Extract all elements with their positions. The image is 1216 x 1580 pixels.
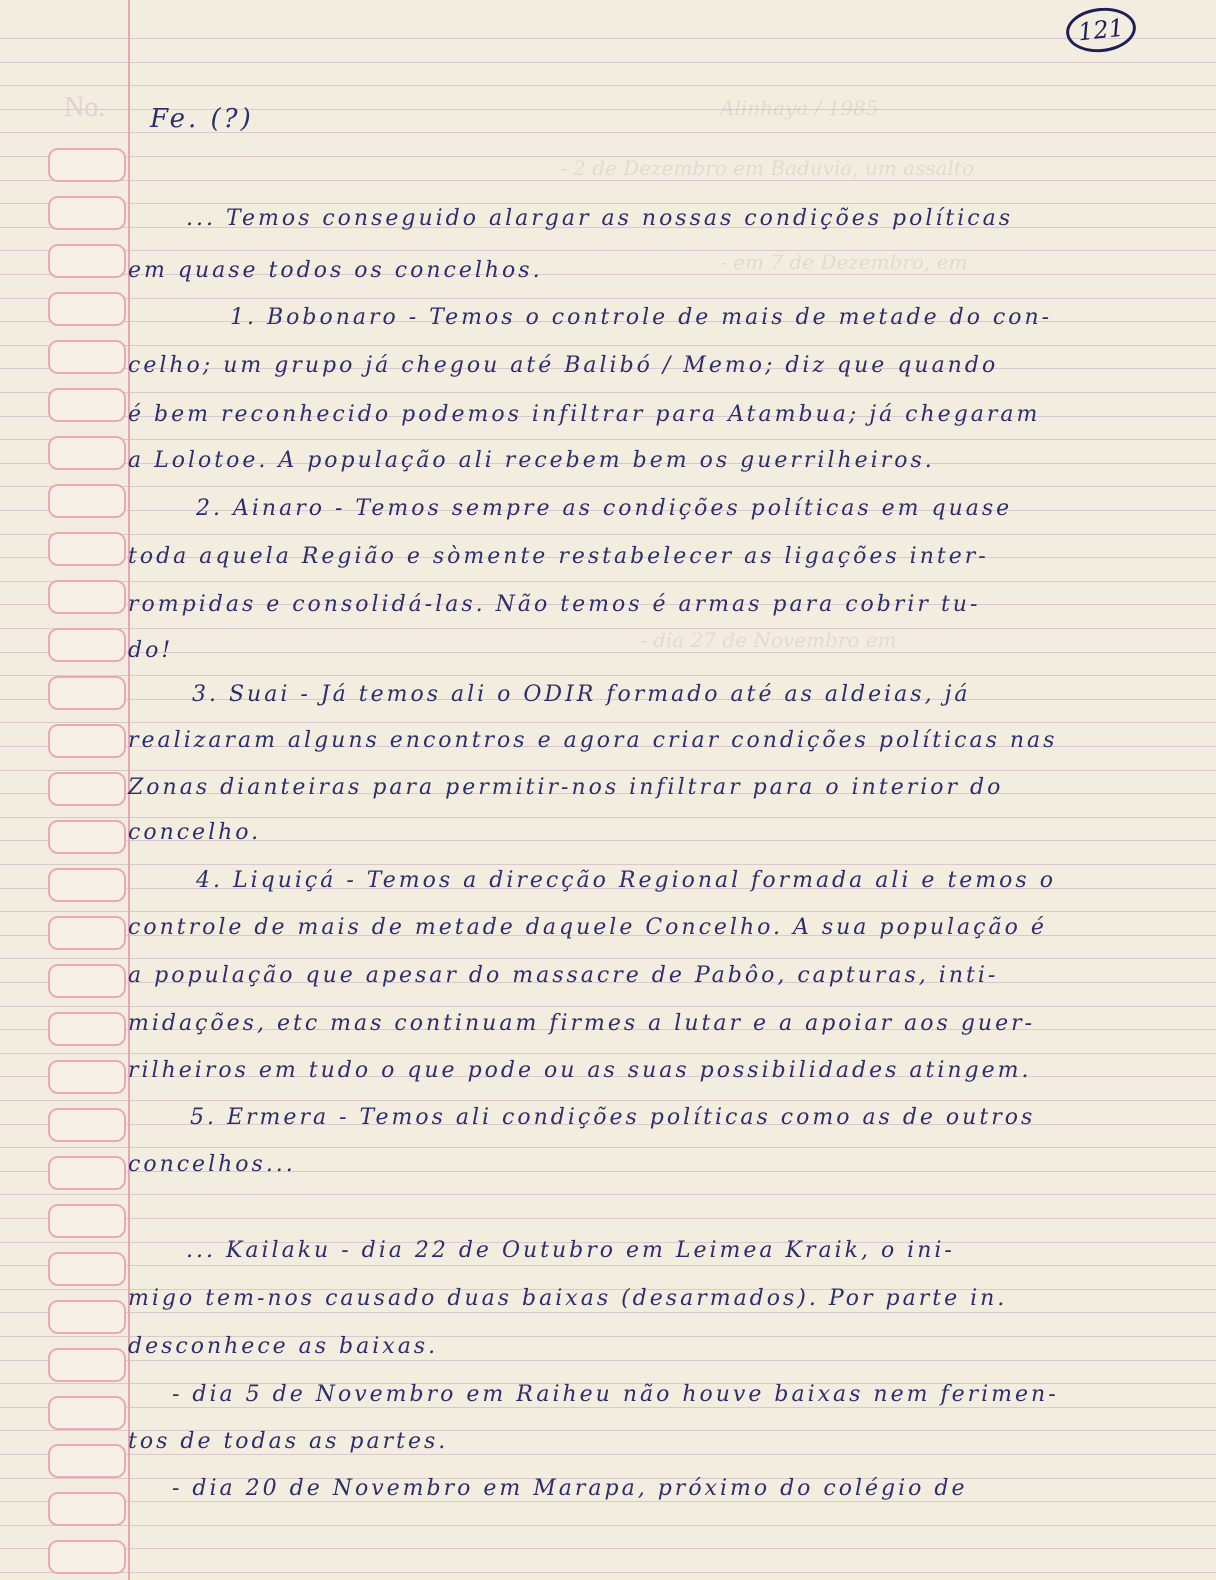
- ghost-line: - 2 de Dezembro em Baduvia, um assalto: [560, 156, 975, 180]
- text-line: controle de mais de metade daquele Concelho. A sua população é: [128, 915, 1047, 940]
- text-line: rompidas e consolidá-las. Não temos é armas para cobrir tu-: [128, 592, 981, 617]
- binding-hole: [48, 1348, 126, 1382]
- binding-hole: [48, 628, 126, 662]
- binding-hole: [48, 820, 126, 854]
- ruled-line: [0, 85, 1216, 86]
- ghost-line: - em 7 de Dezembro, em: [720, 250, 968, 274]
- text-line: ... Temos conseguido alargar as nossas condições políticas: [186, 206, 1014, 231]
- text-line: tos de todas as partes.: [128, 1429, 449, 1454]
- binding-hole: [48, 772, 126, 806]
- binding-hole: [48, 580, 126, 614]
- text-line: do!: [128, 638, 174, 663]
- text-line: Zonas dianteiras para permitir-nos infiltrar para o interior do: [128, 775, 1004, 800]
- binding-hole: [48, 964, 126, 998]
- ruled-line: [0, 1100, 1216, 1101]
- ruled-line: [0, 911, 1216, 912]
- ruled-line: [0, 581, 1216, 582]
- ruled-line: [0, 1053, 1216, 1054]
- binding-hole: [48, 388, 126, 422]
- ruled-line: [0, 250, 1216, 251]
- binding-hole: [48, 340, 126, 374]
- ghost-line: Alinhaya / 1985: [720, 96, 879, 120]
- binding-hole: [48, 1252, 126, 1286]
- ruled-line: [0, 1147, 1216, 1148]
- ruled-line: [0, 958, 1216, 959]
- ruled-line: [0, 38, 1216, 39]
- ruled-line: [0, 439, 1216, 440]
- text-line: toda aquela Região e sòmente restabelecer as ligações inter-: [128, 544, 989, 569]
- binding-hole: [48, 532, 126, 566]
- ruled-line: [0, 652, 1216, 653]
- ghost-line: - dia 27 de Novembro em: [640, 628, 897, 652]
- binding-hole: [48, 676, 126, 710]
- ruled-line: [0, 1572, 1216, 1573]
- ruled-line: [0, 298, 1216, 299]
- text-line: realizaram alguns encontros e agora criar condições políticas nas: [128, 728, 1058, 753]
- binding-hole: [48, 148, 126, 182]
- binding-hole: [48, 244, 126, 278]
- binding-hole: [48, 1300, 126, 1334]
- ruled-line: [0, 675, 1216, 676]
- binding-hole: [48, 724, 126, 758]
- text-line: 4. Liquiçá - Temos a direcção Regional formada ali e temos o: [196, 868, 1056, 893]
- binding-hole: [48, 1012, 126, 1046]
- text-line: migo tem-nos causado duas baixas (desarmados). Por parte in.: [128, 1286, 1008, 1311]
- binding-hole: [48, 1108, 126, 1142]
- text-line: 3. Suai - Já temos ali o ODIR formado até as aldeias, já: [192, 682, 971, 707]
- binding-hole: [48, 1156, 126, 1190]
- text-line: - dia 20 de Novembro em Marapa, próximo do colégio de: [172, 1476, 968, 1501]
- text-line: celho; um grupo já chegou até Balibó / Memo; diz que quando: [128, 353, 999, 378]
- binding-hole: [48, 868, 126, 902]
- page-number: 121: [1064, 4, 1138, 55]
- ruled-line: [0, 392, 1216, 393]
- text-line: a população que apesar do massacre de Pabôo, capturas, inti-: [128, 963, 999, 988]
- text-line: 5. Ermera - Temos ali condições políticas como as de outros: [190, 1105, 1036, 1130]
- text-line: midações, etc mas continuam firmes a lutar e a apoiar aos guer-: [128, 1011, 1036, 1036]
- ruled-line: [0, 1218, 1216, 1219]
- text-line: desconhece as baixas.: [128, 1334, 439, 1359]
- text-line: 1. Bobonaro - Temos o controle de mais de metade do con-: [230, 305, 1053, 330]
- text-line: ... Kailaku - dia 22 de Outubro em Leimea Kraik, o ini-: [186, 1238, 955, 1263]
- binding-hole: [48, 484, 126, 518]
- binding-hole: [48, 1204, 126, 1238]
- text-line: em quase todos os concelhos.: [128, 258, 543, 283]
- ruled-line: [0, 1194, 1216, 1195]
- text-line: - dia 5 de Novembro em Raiheu não houve baixas nem ferimen-: [172, 1382, 1059, 1407]
- ruled-line: [0, 628, 1216, 629]
- binding-hole: [48, 1444, 126, 1478]
- binding-hole: [48, 292, 126, 326]
- binding-hole: [48, 436, 126, 470]
- binding-hole: [48, 916, 126, 950]
- ruled-line: [0, 1006, 1216, 1007]
- ruled-line: [0, 1525, 1216, 1526]
- document-reference: Fe. (?): [150, 104, 254, 134]
- ruled-line: [0, 180, 1216, 181]
- ruled-line: [0, 722, 1216, 723]
- ruled-line: [0, 345, 1216, 346]
- ruled-line: [0, 770, 1216, 771]
- text-line: é bem reconhecido podemos infiltrar para Atambua; já chegaram: [128, 402, 1041, 427]
- text-line: a Lolotoe. A população ali recebem bem os guerrilheiros.: [128, 448, 935, 473]
- text-line: 2. Ainaro - Temos sempre as condições políticas em quase: [196, 496, 1013, 521]
- binding-hole: [48, 1060, 126, 1094]
- binding-hole: [48, 1540, 126, 1574]
- no-label: No.: [64, 92, 106, 123]
- text-line: concelho.: [128, 820, 262, 845]
- binding-hole: [48, 1396, 126, 1430]
- ruled-line: [0, 486, 1216, 487]
- binding-hole: [48, 1492, 126, 1526]
- text-line: concelhos...: [128, 1152, 296, 1177]
- ruled-line: [0, 864, 1216, 865]
- text-line: rilheiros em tudo o que pode ou as suas possibilidades atingem.: [128, 1058, 1032, 1083]
- ruled-line: [0, 1548, 1216, 1549]
- binding-hole: [48, 196, 126, 230]
- ruled-line: [0, 62, 1216, 63]
- ruled-line: [0, 534, 1216, 535]
